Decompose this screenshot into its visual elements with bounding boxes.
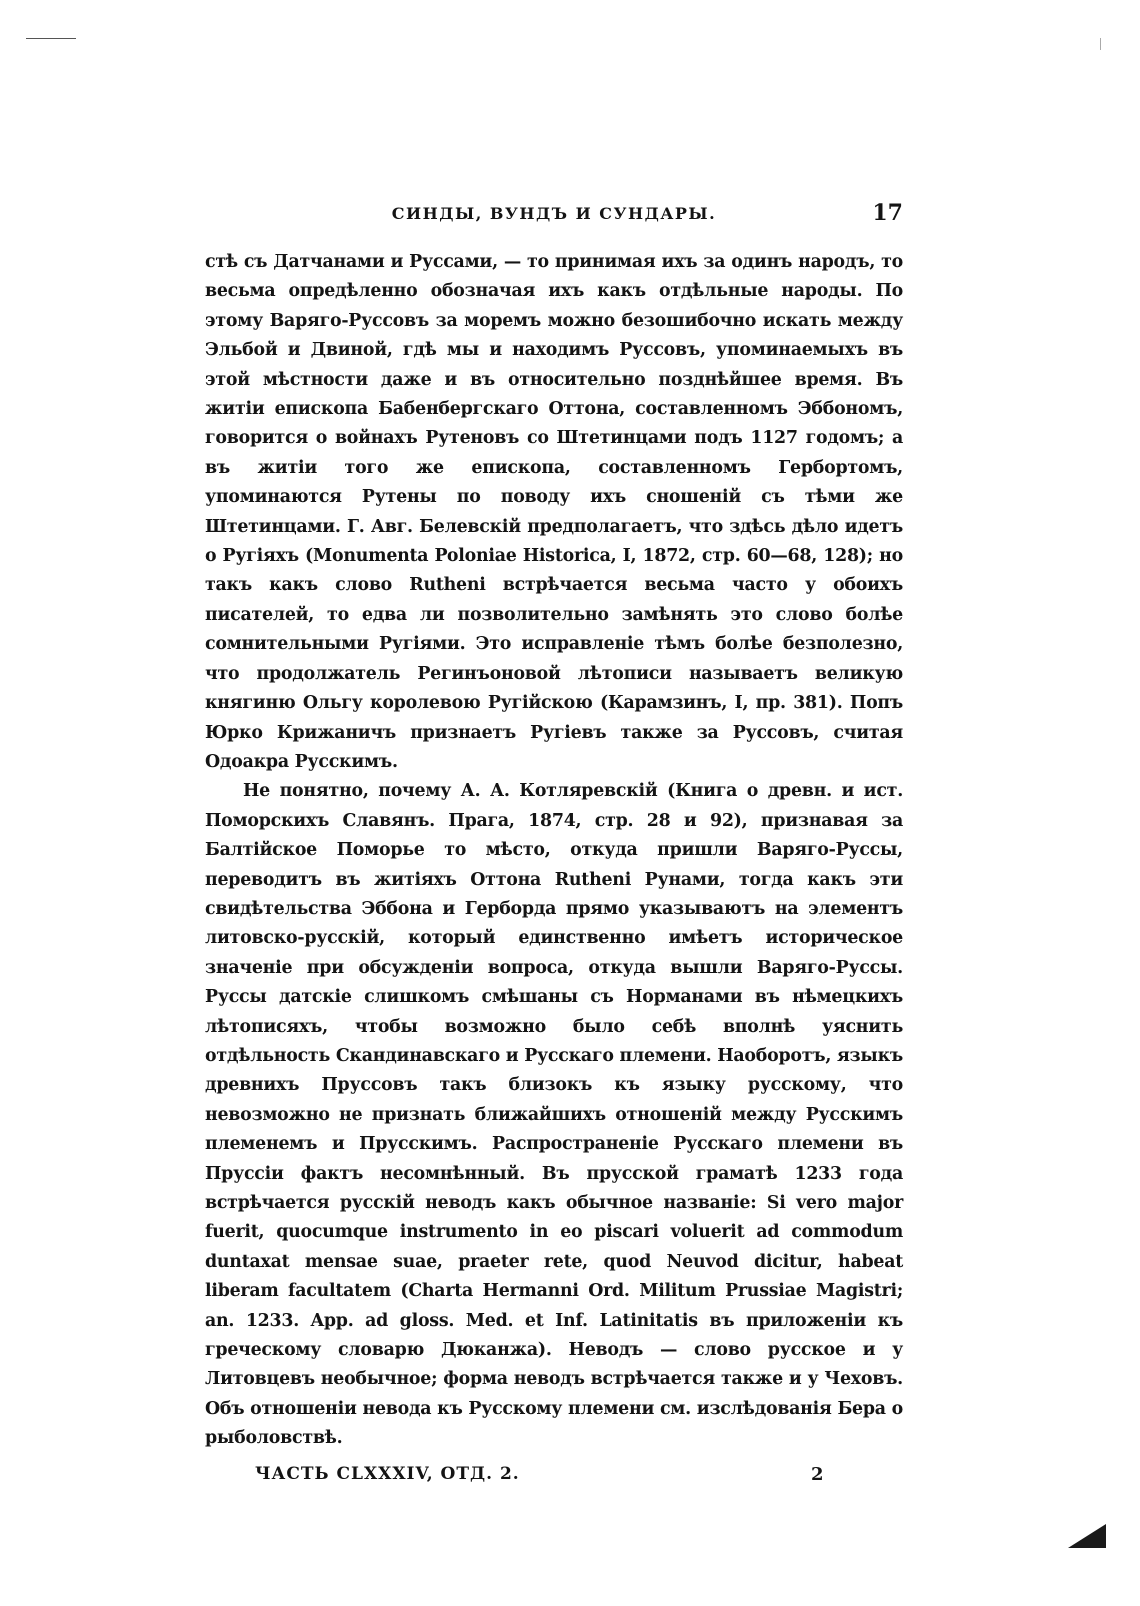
paragraph-continued: стѣ съ Датчанами и Руссами, — то принимая ихъ за одинъ народъ, то весьма опредѣленно обозначая ихъ какъ отдѣльные народы. По этому Варяго-Руссовъ за моремъ можно безошибочно искать между Эльбой и Двиной, гдѣ мы и находимъ Руссовъ, упоминаемыхъ въ этой мѣстности даже и въ относительно позднѣйшее время. Въ житіи епископа Бабенбергскаго Оттона, составленномъ Эббономъ, говорится о войнахъ Рутеновъ со Штетинцами подъ 1127 годомъ; а въ житіи того же епископа, составленномъ Гербортомъ, упоминаются Рутены по поводу ихъ сношеній съ тѣми же Штетинцами. Г. Авг. Белевскій предполагаетъ, что здѣсь дѣло идетъ о Ругіяхъ (Monumenta Poloniae Historica, I, 1872, стр. 60—68, 128); но такъ какъ слово Rutheni встрѣчается весьма часто у обоихъ писателей, то едва ли позволительно замѣнять это слово болѣе сомнительными Ругіями. Это исправленіе тѣмъ болѣе безполезно, что продолжатель Регинъоновой лѣтописи называетъ великую княгиню Ольгу королевою Ругійскою (Карамзинъ, I, пр. 381). Попъ Юрко Крижаничъ признаетъ Ругіевъ также за Руссовъ, считая Одоакра Русскимъ. (205, 252, 903, 772)
scan-edge-mark-right (1100, 38, 1101, 50)
body-text (205, 248, 903, 1454)
sheet-number: 2 (811, 1463, 824, 1485)
paragraph: Не понятно, почему А. А. Котляревскій (Книга о древн. и ист. Поморскихъ Славянъ. Прага, 1874, стр. 28 и 92), признавая за Балтійское Поморье то мѣсто, откуда пришли Варяго-Руссы, переводитъ въ житіяхъ Оттона Rutheni Рунами, тогда какъ эти свидѣтельства Эббона и Герборда прямо указываютъ на элементъ литовско-русскій, который единственно имѣетъ историческое значеніе при обсужденіи вопроса, откуда вышли Варяго-Руссы. Руссы датскіе слишкомъ смѣшаны съ Норманами въ нѣмецкихъ лѣтописяхъ, чтобы возможно было себѣ вполнѣ уяснить отдѣльность Скандинавскаго и Русскаго племени. Наоборотъ, языкъ древнихъ Пруссовъ такъ близокъ къ языку русскому, что невозможно не признать ближайшихъ отношеній между Русскимъ племенемъ и Прусскимъ. Распространеніе Русскаго племени въ Пруссіи фактъ несомнѣнный. Въ прусской граматѣ 1233 года встрѣчается русскій неводъ какъ обычное названіе: Si vero major fuerit, quocumque instrumento in eo piscari voluerit ad commodum duntaxat mensae suae, praeter rete, quod Neuvod dicitur, habeat liberam facultatem (Charta Hermanni Ord. Militum Prussiae Magistri; an. 1233. App. ad gloss. Med. et Inf. Latinitatis въ приложеніи къ греческому словарю Дюканжа). Неводъ — слово русское и у Литовцевъ необычное; форма неводъ встрѣчается также и у Чеховъ. Объ отношеніи невода къ Русскому племени см. изслѣдованія Бера о рыболовствѣ. (205, 781, 903, 1449)
running-head (205, 200, 903, 234)
running-title: СИНДЫ, ВУНДЪ И СУНДАРЫ. (391, 204, 717, 223)
book-page (205, 200, 903, 1494)
page-footer (205, 1464, 903, 1494)
page-number: 17 (872, 200, 903, 226)
scan-edge-mark (26, 38, 76, 39)
signature-mark: ЧАСТЬ CLXXXIV, ОТД. 2. (255, 1463, 520, 1484)
corner-wedge-mark (1068, 1524, 1106, 1548)
